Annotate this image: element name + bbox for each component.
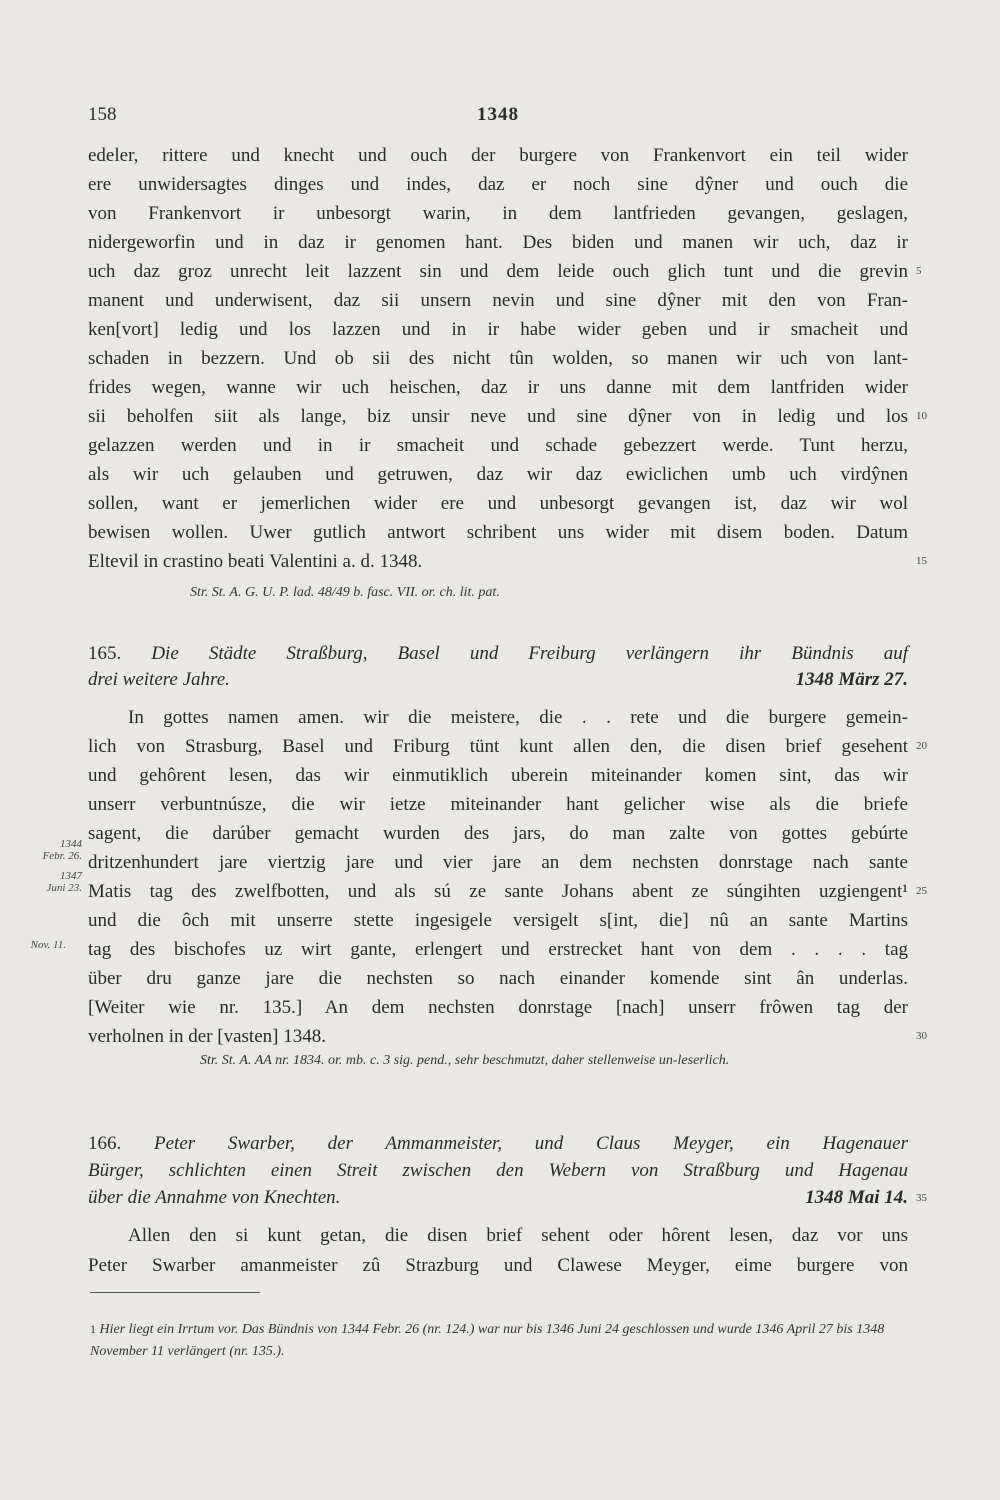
document-heading [88,1184,908,1212]
line-number: 30 [916,1030,927,1042]
text-line: edeler, rittere und knecht und ouch der burgere von Frankenvort ein teil wider [88,145,908,166]
text-line: von Frankenvort ir unbesorgt warin, in dem lantfrieden gevangen, geslagen, [88,203,908,224]
line-number: 10 [916,410,927,422]
page-number: 158 [88,104,117,125]
source-citation: Str. St. A. AA nr. 1834. or. mb. c. 3 sig. pend., sehr beschmutzt, daher stellenweise un-leserlich. [200,1053,730,1068]
text-line: sollen, want er jemerlichen wider ere und unbesorgt gevangen ist, daz wir wol [88,493,908,514]
margin-note-date: Febr. 26. [42,850,82,862]
text-line: verholnen in der [vasten] 1348. [88,1026,326,1047]
document-date: 1348 März 27. [795,669,908,690]
text-line: über dru ganze jare die nechsten so nach einander komende sint ân underlas. [88,968,908,989]
margin-note-date: Juni 23. [46,882,82,894]
page-year: 1348 [477,104,519,125]
text-line: ken[vort] ledig und los lazzen und in ir habe wider geben und ir smacheit und [88,319,908,340]
text-line: und gehôrent lesen, das wir einmutiklich uberein miteinander komen sint, das wir [88,765,908,786]
document-heading [88,640,908,668]
text-line: tag des bischofes uz wirt gante, erlengert und erstrecket hant von dem . . . . tag [88,939,908,960]
document-date: 1348 Mai 14. [805,1187,908,1208]
page-header [88,104,908,128]
footnote-number: 1 [90,1322,96,1336]
line-number: 35 [916,1192,927,1204]
document-heading [88,666,908,694]
text-line: nidergeworfin und in daz ir genomen hant. Des biden und manen wir uch, daz ir [88,232,908,253]
text-line: frides wegen, wanne wir uch heischen, daz ir uns danne mit dem lantfriden wider [88,377,908,398]
footnote-text: Hier liegt ein Irrtum vor. Das Bündnis von 1344 Febr. 26 (nr. 124.) war nur bis 1346 Juni 24 geschlossen und wurde 1346 April 27 bis 1348 November 11 verlängert (nr. 135.). [90,1322,885,1359]
document-number: 165. [88,643,122,664]
margin-note-year: 1344 [60,838,82,850]
text-line: bewisen wollen. Uwer gutlich antwort schribent uns wider mit disem boden. Datum [88,522,908,543]
document-heading [88,1130,908,1158]
text-line: und die ôch mit unserre stette ingesigele versigelt s[int, die] nû an sante Martins [88,910,908,931]
text-line: ere unwidersagtes dinges und indes, daz er noch sine dŷner und ouch die [88,174,908,195]
heading-text: Peter Swarber, der Ammanmeister, und Claus Meyger, ein Hagenauer [154,1133,908,1154]
text-line: Allen den si kunt getan, die disen brief sehent oder hôrent lesen, daz vor uns [128,1225,908,1246]
text-line: schaden in bezzern. Und ob sii des nicht tûn wolden, so manen wir uch von lant- [88,348,908,369]
text-line: unserr verbuntnúsze, die wir ietze miteinander hant gelicher wise als die briefe [88,794,908,815]
heading-text: Die Städte Straßburg, Basel und Freiburg verlängern ihr Bündnis auf [151,643,909,664]
line-number: 25 [916,885,927,897]
text-line: Peter Swarber amanmeister zû Strazburg und Clawese Meyger, eime burgere von [88,1255,908,1276]
text-line: dritzenhundert jare viertzig jare und vier jare an dem nechsten donrstage nach sante [88,852,908,873]
text-line: manent und underwisent, daz sii unsern nevin und sine dŷner mit den von Fran- [88,290,908,311]
text-line: [Weiter wie nr. 135.] An dem nechsten donrstage [nach] unserr frôwen tag der [88,997,908,1018]
footnote [90,1318,905,1363]
footnote-rule [90,1292,260,1293]
margin-note [20,838,82,862]
document-number: 166. [88,1133,122,1154]
document-heading: Bürger, schlichten einen Streit zwischen den Webern von Straßburg und Hagenau [88,1160,908,1181]
heading-text: über die Annahme von Knechten. [88,1187,341,1208]
text-line: sii beholfen siit als lange, biz unsir neve und sine dŷner von in ledig und los [88,406,908,427]
text-line: Eltevil in crastino beati Valentini a. d. 1348. [88,551,423,572]
margin-note: Nov. 11. [30,939,66,951]
text-line: gelazzen werden und in ir smacheit und schade gebezzert werde. Tunt herzu, [88,435,908,456]
text-line: als wir uch gelauben und getruwen, daz wir daz ewiclichen umb uch virdŷnen [88,464,908,485]
text-line: sagent, die darúber gemacht wurden des jars, do man zalte von gottes gebúrte [88,823,908,844]
line-number: 15 [916,555,927,567]
source-citation: Str. St. A. G. U. P. lad. 48/49 b. fasc. VII. or. ch. lit. pat. [190,585,500,600]
line-number: 20 [916,740,927,752]
text-line: In gottes namen amen. wir die meistere, die . . rete und die burgere gemein- [128,707,908,728]
margin-note-year: 1347 [60,870,82,882]
heading-text: drei weitere Jahre. [88,669,230,690]
text-line: Matis tag des zwelfbotten, und als sú ze sante Johans abent ze súngihten uzgiengent¹ [88,881,908,902]
line-number: 5 [916,265,922,277]
text-line: lich von Strasburg, Basel und Friburg tünt kunt allen den, die disen brief gesehent [88,736,908,757]
text-line: uch daz groz unrecht leit lazzent sin und dem leide ouch glich tunt und die grevin [88,261,908,282]
margin-note [20,870,82,894]
